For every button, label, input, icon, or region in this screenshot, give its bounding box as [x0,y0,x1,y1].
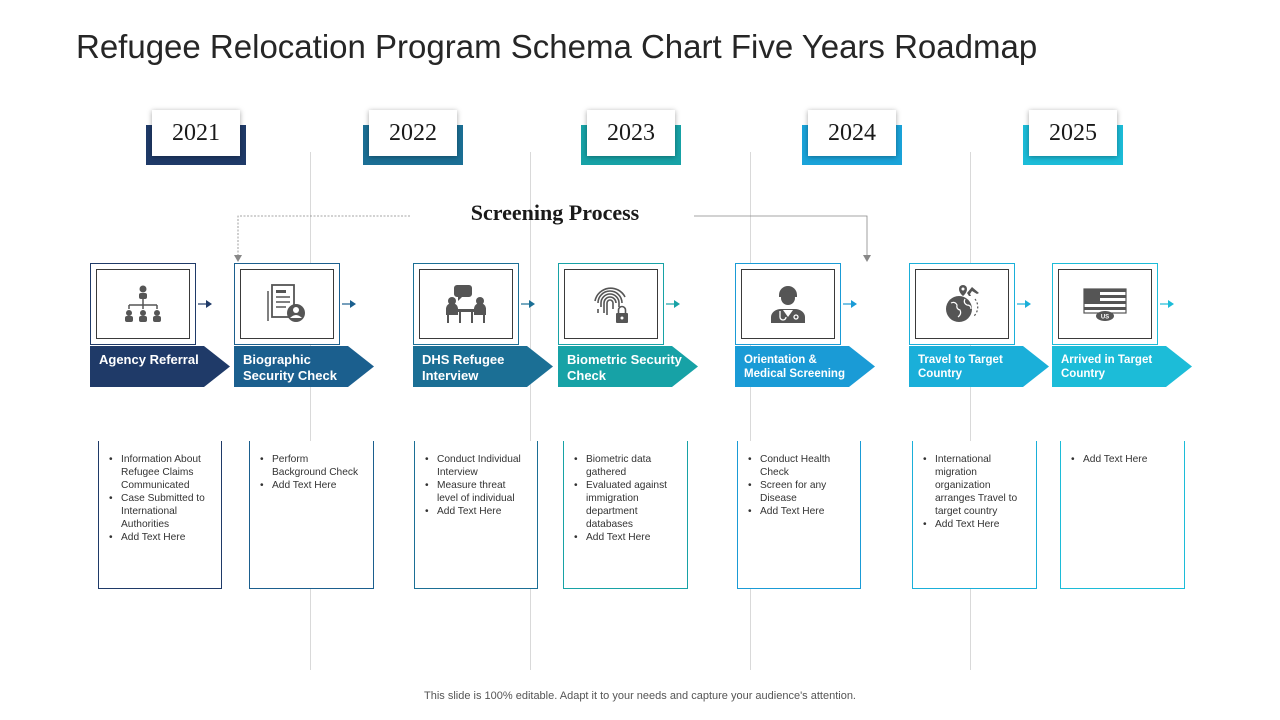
arrow-right-icon [1160,298,1174,310]
fingerprint-lock-icon [588,281,634,327]
list-item: • International migration organization arranges Travel to target country [935,453,1028,518]
list-item: • Evaluated against immigration department databases [586,479,679,531]
footer-note: This slide is 100% editable. Adapt it to your needs and capture your audience's attention. [424,690,856,702]
year-label: 2022 [369,110,457,156]
bullet-list [564,441,687,544]
screening-process-label: Screening Process [470,200,640,225]
stage-detail-card [563,441,688,589]
list-item: • Add Text Here [760,505,852,518]
list-item: • Add Text Here [586,531,679,544]
arrow-right-icon [342,298,356,310]
org-chart-icon [120,281,166,327]
list-item: • Add Text Here [935,518,1028,531]
stage-detail-card [249,441,374,589]
arrow-right-icon [666,298,680,310]
year-label: 2023 [587,110,675,156]
stage-label: Biographic Security Check [243,352,337,383]
stage-detail-card [737,441,861,589]
list-item: • Measure threat level of individual [437,479,529,505]
stage-orientation-medical-screening [735,263,880,388]
stage-travel-to-target-country [909,263,1054,388]
page-title: Refugee Relocation Program Schema Chart Five Years Roadmap [76,28,1038,65]
stage-biometric-security-check [558,263,703,388]
svg-text:US: US [1100,314,1110,321]
list-item: • Case Submitted to International Authorities [121,492,213,531]
screening-bracket [0,0,1280,270]
stage-label: Biometric Security Check [567,352,682,383]
interview-icon [443,281,489,327]
list-item: • Information About Refugee Claims Communicated [121,453,213,492]
stage-detail-card [98,441,222,589]
us-flag-icon [1082,281,1128,327]
list-item: • Biometric data gathered [586,453,679,479]
stage-icon-box [558,263,664,345]
list-item: • Add Text Here [272,479,365,492]
stage-biographic-security-check [234,263,379,388]
year-label: 2025 [1029,110,1117,156]
stage-arrived-in-target-country [1052,263,1197,388]
stage-dhs-refugee-interview [413,263,558,388]
bullet-list [415,441,537,518]
stage-label: Arrived in Target Country [1061,354,1153,380]
arrow-right-icon [843,298,857,310]
arrow-right-icon [198,298,212,310]
year-label: 2024 [808,110,896,156]
bullet-list [913,441,1036,531]
list-item: • Screen for any Disease [760,479,852,505]
list-item: • Conduct Individual Interview [437,453,529,479]
arrow-right-icon [521,298,535,310]
list-item: • Conduct Health Check [760,453,852,479]
stage-agency-referral [90,263,235,388]
document-check-icon [264,281,310,327]
stage-detail-card [912,441,1037,589]
bullet-list [99,441,221,544]
stage-icon-box [90,263,196,345]
arrow-right-icon [1017,298,1031,310]
stage-icon-box [234,263,340,345]
stage-detail-card [1060,441,1185,589]
list-item: • Add Text Here [437,505,529,518]
year-label: 2021 [152,110,240,156]
bullet-list [738,441,860,518]
stage-icon-box [1052,263,1158,345]
stage-icon-box [909,263,1015,345]
globe-plane-icon [939,281,985,327]
stage-label: Orientation & Medical Screening [744,354,845,380]
list-item: • Perform Background Check [272,453,365,479]
stage-icon-box [413,263,519,345]
stage-label: DHS Refugee Interview [422,352,505,383]
stage-label: Travel to Target Country [918,354,1003,380]
doctor-icon [765,281,811,327]
stage-detail-card [414,441,538,589]
bullet-list [1061,441,1184,466]
stage-icon-box [735,263,841,345]
stage-label: Agency Referral [99,352,199,367]
list-item: • Add Text Here [1083,453,1176,466]
bullet-list [250,441,373,492]
list-item: • Add Text Here [121,531,213,544]
